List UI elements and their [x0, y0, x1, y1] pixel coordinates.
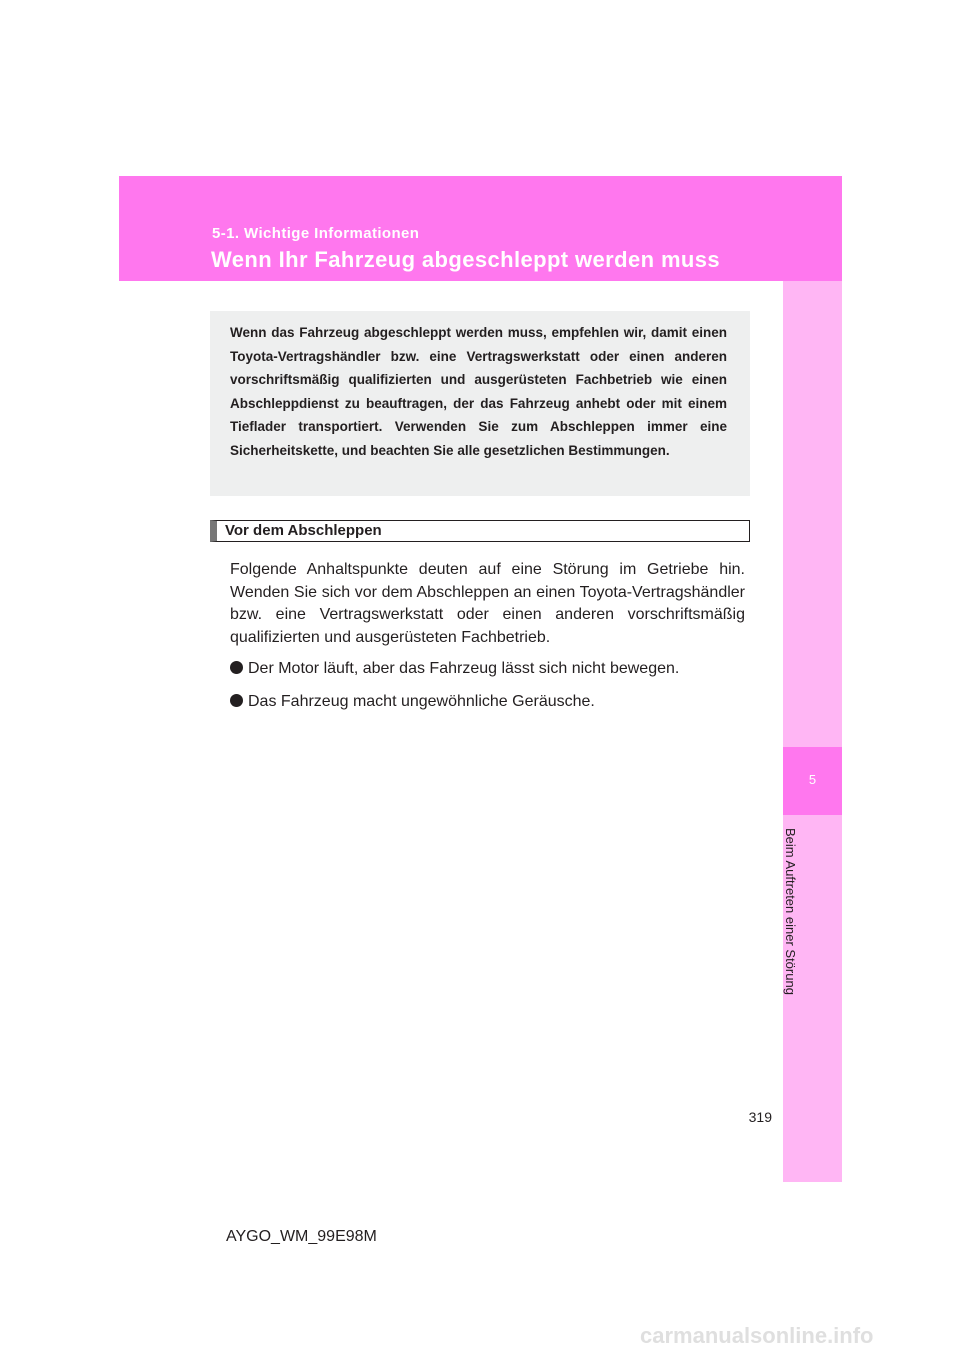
- page-title: Wenn Ihr Fahrzeug abgeschleppt werden muss: [211, 247, 721, 272]
- chapter-title: Beim Auftreten einer Störung: [783, 828, 798, 995]
- document-code: AYGO_WM_99E98M: [226, 1228, 377, 1245]
- list-item: [230, 691, 595, 713]
- list-item-text: Der Motor läuft, aber das Fahrzeug lässt sich nicht bewegen.: [248, 660, 680, 677]
- list-item: [230, 658, 679, 680]
- chapter-number: 5: [808, 772, 817, 787]
- section-label: 5-1. Wichtige Informationen: [212, 225, 420, 242]
- page-number: 319: [748, 1109, 772, 1125]
- intro-box: [210, 311, 750, 496]
- chapter-side-tab: [783, 281, 842, 1182]
- section-body-text: Folgende Anhaltspunkte deuten auf eine Störung im Getriebe hin. Wenden Sie sich vor dem Abschleppen an einen Toyota-Vertragshändler bzw. eine Vertragswerkstatt oder einen anderen vorschriftsmäßig qualifizierten und ausgerüsteten Fachbetrieb.: [230, 561, 745, 647]
- bullet-dot-icon: [230, 694, 243, 707]
- bullet-dot-icon: [230, 661, 243, 674]
- list-item-text: Das Fahrzeug macht ungewöhnliche Geräusche.: [248, 693, 595, 710]
- section-heading: Vor dem Abschleppen: [210, 520, 750, 542]
- intro-text: Wenn das Fahrzeug abgeschleppt werden muss, empfehlen wir, damit einen Toyota-Vertragshändler bzw. eine Vertragswerkstatt oder einen anderen vorschriftsmäßig qualifizierten und ausgerüsteten Fachbetrieb wie einen Abschleppdienst zu beauftragen, der das Fahrzeug anhebt oder mit einem Tieflader transportiert. Verwenden Sie zum Abschleppen immer eine Sicherheitskette, und beachten Sie alle gesetzlichen Bestimmungen.: [230, 325, 727, 458]
- watermark: carmanualsonline.info: [640, 1323, 874, 1348]
